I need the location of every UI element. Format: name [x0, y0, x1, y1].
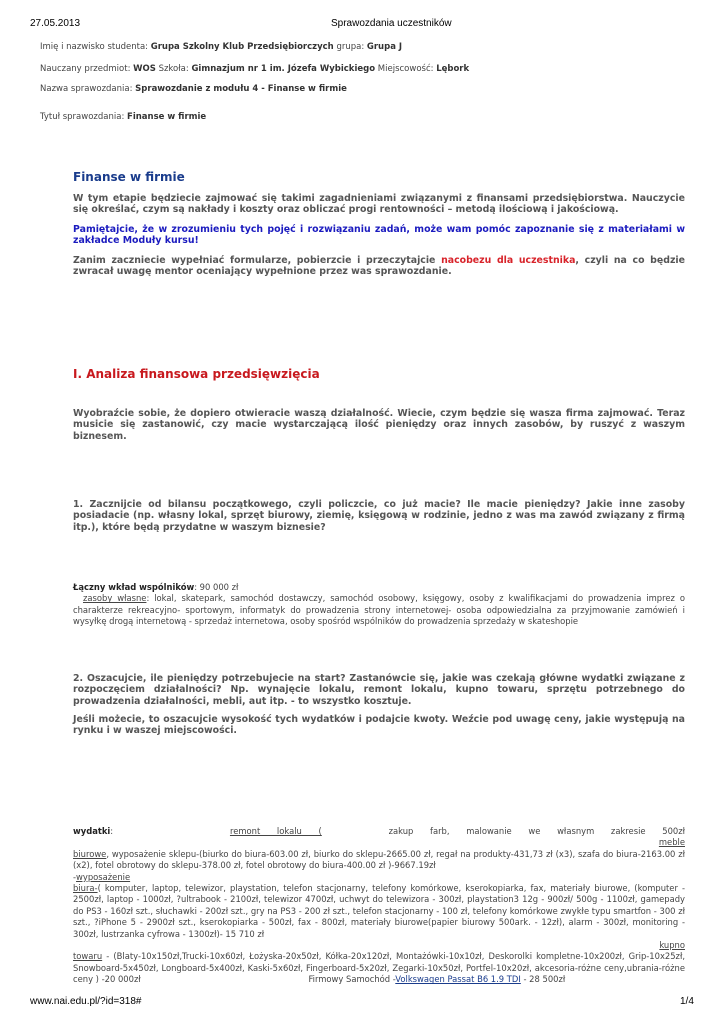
expenses-furniture — [73, 849, 685, 872]
report-title-value: Finanse w firmie — [127, 112, 207, 122]
report-name-value: Sprawozdanie z modułu 4 - Finanse w firmie — [135, 84, 347, 94]
footer-url[interactable]: www.nai.edu.pl/?id=318# — [30, 996, 142, 1007]
expenses-block — [73, 826, 685, 986]
expenses-kupno-line — [73, 940, 685, 951]
intro-heading: Finanse w firmie — [73, 170, 185, 184]
expenses-label: wydatki — [73, 826, 111, 836]
total-contribution-value: : 90 000 zł — [194, 582, 239, 592]
expenses-text-1: zakup farb, malowanie we własnym zakresie 500zł — [388, 826, 686, 836]
expenses-meble-line — [73, 837, 685, 848]
intro-paragraph-2: Pamiętajcie, że w zrozumieniu tych pojęć i rozwiązaniu zadań, może wam pomóc zapoznanie się z materiałami w zakładce Moduły kursu! — [73, 224, 685, 247]
school-label: Szkoła: — [158, 64, 189, 74]
print-date: 27.05.2013 — [30, 18, 81, 29]
wyposazenie-label: wyposażenie — [76, 871, 131, 882]
question-1: 1. Zacznijcie od bilansu początkowego, czyli policzcie, co już macie? Ile macie pieniędzy? Jakie inne zasoby posiadacie (np. własny lokal, sprzęt biurowy, ziemię, księgową w rodzinie, jedno z was ma zawód związany z firmą itp.), które będą przydatne w waszym biznesie? — [73, 499, 685, 533]
expenses-equipment — [73, 883, 685, 940]
section1-intro: Wyobraźcie sobie, że dopiero otwieracie waszą działalność. Wiecie, czym będzie się wasza firma zajmować. Teraz musicie się zastanowić, czy macie wystarczającą ilość pieniędzy oraz innych zasobów, by ruszyć z waszym biznesem. — [73, 408, 685, 442]
question-2: 2. Oszacujcie, ile pieniędzy potrzebujecie na start? Zastanówcie się, jakie was czekają główne wydatki związane z rozpoczęciem działalności? Np. wynajęcie lokalu, remont lokalu, kupno towaru, sprzętu potrzebnego do prowadzenia działalności, mebli, aut itp. - to wszystko kosztuje. — [73, 673, 685, 707]
expenses-colon: : — [110, 826, 114, 836]
expenses-text-4: - (Blaty-10x150zł,Trucki-10x60zł, Łożyska-20x50zł, Kółka-20x120zł, Montażówki-10x10zł, Deskorolki kompletne-10x200zł, Grip-10x25zł, Snowboard-5x450zł, Longboard-5x400zł, Kaski-5x60zł, Fingerboard-5x20zł, Zegarki-10x50zł, Portfel-10x20zł, akcesoria-różne ceny,ubrania-różne ceny ) -20 000zł — [73, 951, 685, 985]
group-label: grupa: — [336, 42, 365, 52]
question-2b: Jeśli możecie, to oszacujcie wysokość tych wydatków i podajcie kwoty. Weźcie pod uwagę ceny, jakie występują na rynku i w waszej miejscowości. — [73, 714, 685, 737]
meble-label: meble — [658, 837, 685, 848]
meta-subject-line — [40, 64, 469, 74]
expenses-goods — [73, 951, 685, 985]
student-value: Grupa Szkolny Klub Przedsiębiorczych — [150, 42, 334, 52]
meta-report-title-line — [40, 112, 206, 122]
group-value: Grupa J — [366, 42, 403, 52]
car-link[interactable]: Volkswagen Passat B6 1.9 TDI — [395, 974, 521, 985]
resources-block — [73, 582, 685, 628]
towaru-label: towaru — [73, 951, 103, 962]
intro-paragraph-3 — [73, 255, 685, 278]
meta-student-line — [40, 42, 402, 52]
expenses-line-1 — [73, 826, 685, 837]
city-label: Miejscowość: — [377, 64, 434, 74]
expenses-text-2: , wyposażenie sklepu-(biurko do biura-603.00 zł, biurko do sklepu-2665.00 zł, regał na produkty-431,73 zł (x3), szafa do biura-2163.00 zł (x2), fotel obrotowy do sklepu-378.00 zł, fotel obrotowy do biura-400.00 zł )-9667.19zł — [73, 848, 685, 871]
section1-heading: I. Analiza finansowa przedsięwzięcia — [73, 367, 320, 381]
own-resources-value: : lokal, skatepark, samochód dostawczy, samochód osobowy, księgowy, osoby z kwalifikacjami do prowadzenia imprez o charakterze rekreacyjno- sportowym, informatyk do prowadzenia strony internetowej- osoba odpowiedzialna za przyjmowanie zamówień i wysyłkę drogą internetową - sprzedaż internetowa, osoby spośród wspólników do prowadzenia sprzedaży w skateshopie — [73, 593, 685, 627]
car-price: - 28 500zł — [520, 974, 566, 985]
print-title: Sprawozdania uczestników — [331, 18, 452, 29]
subject-value: WOS — [133, 64, 156, 74]
remont-lokalu: remont lokalu ( — [229, 826, 322, 836]
expenses-dash: - — [73, 871, 77, 882]
subject-label: Nauczany przedmiot: — [40, 64, 131, 74]
report-title-label: Tytuł sprawozdania: — [40, 112, 125, 122]
intro-p3-after: , czyli na co będzie zwracał uwagę mentor oceniający wypełnione przez was sprawozdanie. — [73, 255, 685, 278]
own-resources-label: zasoby własne — [83, 593, 147, 604]
expenses-wyposazenie-line — [73, 872, 685, 883]
biura-label: biura- — [73, 883, 98, 894]
own-resources-line — [73, 593, 685, 627]
city-value: Lębork — [436, 64, 470, 74]
intro-paragraph-1: W tym etapie będziecie zajmować się takimi zagadnieniami związanymi z finansami przedsiębiorstwa. Nauczycie się określać, czym są nakłady i koszty oraz obliczać progi rentowności – metodą ilościową i jakościową. — [73, 193, 685, 216]
student-label: Imię i nazwisko studenta: — [40, 42, 149, 52]
car-label: Firmowy Samochód - — [308, 974, 396, 985]
footer-page-number: 1/4 — [680, 996, 694, 1007]
biurowe-label: biurowe — [73, 848, 107, 859]
total-contribution-line — [73, 582, 685, 593]
total-contribution-label: Łączny wkład wspólników — [73, 582, 195, 592]
kupno-label: kupno — [659, 940, 685, 951]
school-value: Gimnazjum nr 1 im. Józefa Wybickiego — [191, 64, 376, 74]
nacobezu-link[interactable]: nacobezu dla uczestnika — [441, 255, 576, 266]
report-name-label: Nazwa sprawozdania: — [40, 84, 133, 94]
meta-report-name-line — [40, 84, 347, 94]
intro-p3-before: Zanim zaczniecie wypełniać formularze, pobierzcie i przeczytajcie — [73, 255, 436, 266]
expenses-text-3: ( komputer, laptop, telewizor, playstation, telefon stacjonarny, telefony komórkowe, kserokopiarka, fax, materiały biurowe, (komputer - 2500zł, laptop - 1000zł, ?ultrabook - 2100zł, telewizor 4700zł, uchwyt do telewizora - 300zł, playstation3 12g - 900zł/ 500g - 1100zł, gamepady do PS3 - 160zł szt., słuchawki - 200zł szt., gry na PS3 - 200 zł szt., telefon stacjonarny - 100 zł, telefony komórkowe zwykłe typu smartfon - 300 zł szt., ?iPhone 5 - 2900zł szt., kserokopiarka - 500zł, fax - 800zł, materiały biurowe(papier biurowy 500ark. - 12zł), alarm - 300zł, monitoring - 300zł, lustrzanka cyfrowa - 1300zł)- 15 710 zł — [73, 883, 685, 939]
